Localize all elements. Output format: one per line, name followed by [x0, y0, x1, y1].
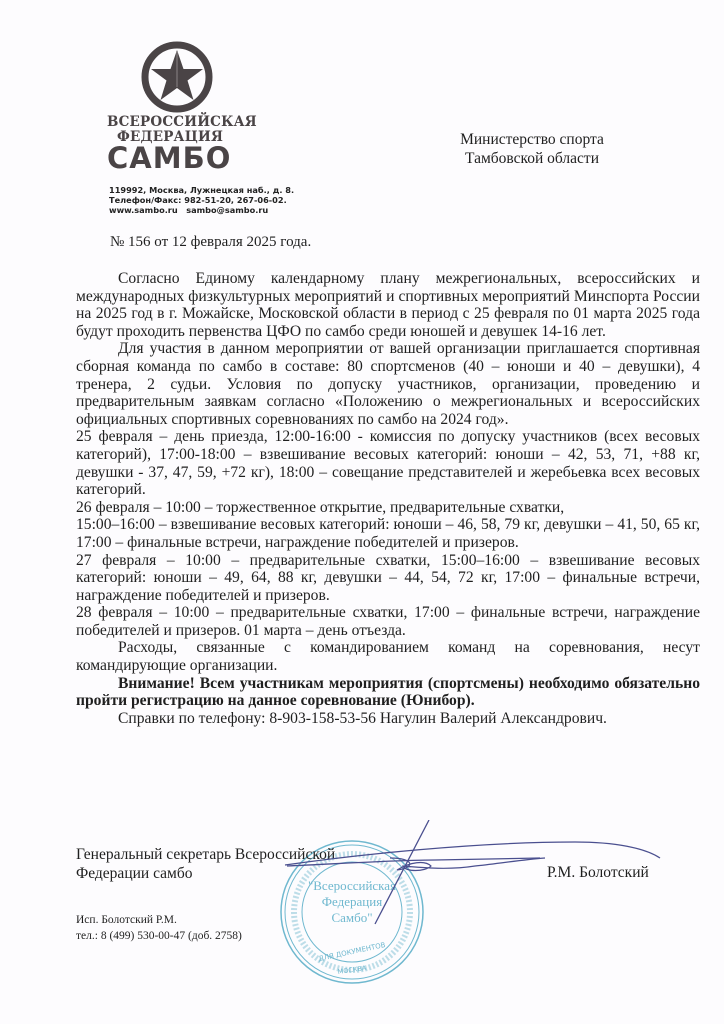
body-paragraph-2: Для участия в данном мероприятии от вашей организации приглашается спортивная сборная команда по самбо в составе: 80 спортсменов (40 – юноши и 40 – девушки), 4 тренера, 2 судьи. Условия по допуску участников, организации, проведению и предварительным заявкам согласно «Положению о межрегиональных и всероссийских официальных спортивных соревнованиях по самбо на 2024 год».	[76, 340, 700, 428]
letter-body	[76, 270, 700, 727]
star-emblem-icon	[137, 40, 217, 114]
logo-org-line2: ФЕДЕРАЦИЯ	[117, 129, 224, 145]
logo-org-line3: САМБО	[107, 141, 232, 175]
letterhead-phone: Телефон/Факс: 982-51-20, 267-06-02.	[109, 195, 287, 205]
recipient-block	[452, 130, 612, 168]
body-paragraph-1: Согласно Единому календарному плану межрегиональных, всероссийских и международных физкультурных мероприятий и спортивных мероприятий Минспорта России на 2025 год в г. Можайске, Московской области в период с 25 февраля по 01 марта 2025 года будут проходить первенства ЦФО по самбо среди юношей и девушек 14-16 лет.	[76, 270, 700, 340]
letterhead-address: 119992, Москва, Лужнецкая наб., д. 8.	[109, 185, 295, 195]
signatory-title-line2: Федерации самбо	[76, 865, 193, 882]
stamp-bottom-text: ДЛЯ ДОКУМЕНТОВ	[317, 940, 387, 964]
body-inquiries: Справки по телефону: 8-903-158-53-56 Нагулин Валерий Александрович.	[118, 709, 607, 727]
schedule-feb-25: 25 февраля – день приезда, 12:00-16:00 - комиссия по допуску участников (всех весовых категорий), 17:00-18:00 – взвешивание весовых категорий: юноши – 42, 53, 71, +88 кг, девушки - 37, 47, 59, +72 кг), 18:00 – совещание представителей и жеребьевка всех весовых категорий.	[76, 428, 700, 499]
stamp-line2: Федерация	[321, 894, 383, 909]
executor-block	[76, 912, 242, 944]
signatory-name: Р.М. Болотский	[547, 864, 649, 881]
body-expenses: Расходы, связанные с командированием команд на соревнования, несут командирующие организации.	[76, 639, 700, 675]
stamp-ring-text: МОСКВА	[337, 964, 367, 976]
letterhead-contacts	[109, 185, 294, 215]
schedule-feb-27: 27 февраля – 10:00 – предварительные схватки, 15:00–16:00 – взвешивание весовых категорий: юноши – 49, 64, 88 кг, девушки – 44, 54, 72 кг, 17:00 – финальные встречи, награждение победителей и призеров.	[76, 551, 700, 604]
schedule-feb-26-line1: 26 февраля – 10:00 – торжественное открытие, предварительные схватки,	[76, 498, 565, 516]
stamp-line1: "Всероссийская	[307, 878, 397, 893]
schedule-feb-28: 28 февраля – 10:00 – предварительные схватки, 17:00 – финальные встречи, награждение победителей и призеров. 01 марта – день отъезда.	[76, 604, 700, 639]
letterhead-web: www.sambo.ru sambo@sambo.ru	[109, 205, 269, 215]
logo-org-line1: ВСЕРОССИЙСКАЯ	[107, 114, 257, 130]
letter-reference: № 156 от 12 февраля 2025 года.	[110, 234, 312, 250]
stamp-line3: Самбо"	[331, 910, 373, 925]
body-attention-notice: Внимание! Всем участникам мероприятия (спортсмены) необходимо обязательно пройти регистрацию на данное соревнование (Юнибор).	[76, 674, 700, 710]
executor-phone: тел.: 8 (499) 530-00-47 (доб. 2758)	[76, 930, 242, 942]
signatory-title-line1: Генеральный секретарь Всероссийской	[76, 846, 336, 863]
recipient-line2: Тамбовской области	[465, 150, 599, 167]
schedule-feb-26-line2: 15:00–16:00 – взвешивание весовых категорий: юноши – 46, 58, 79 кг, девушки – 41, 50, 65 кг, 17:00 – финальные встречи, награждение победителей и призеров.	[76, 516, 700, 551]
executor-name: Исп. Болотский Р.М.	[76, 914, 177, 926]
recipient-line1: Министерство спорта	[460, 131, 604, 148]
